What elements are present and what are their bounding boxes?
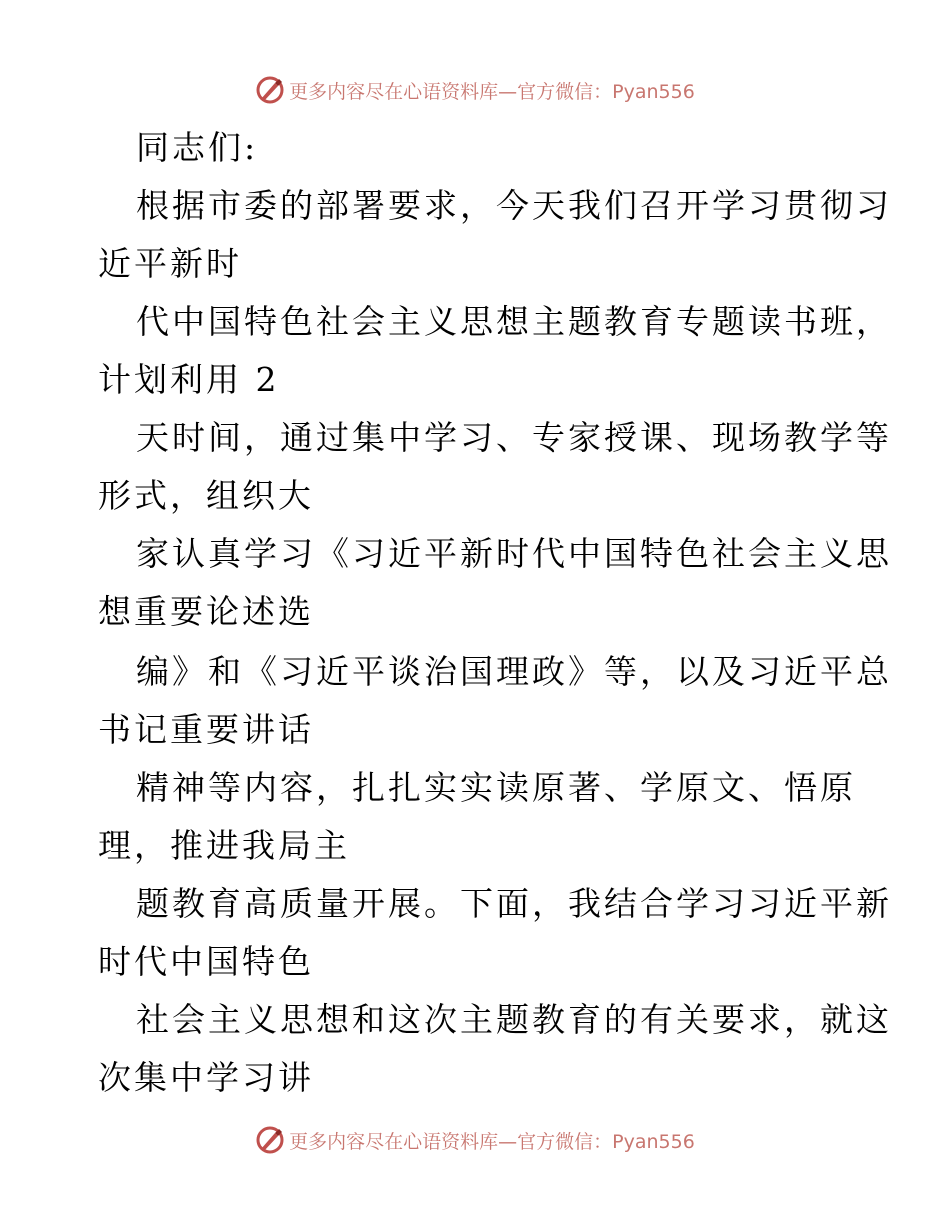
- footer-banner: [0, 1122, 950, 1158]
- text-line: 家认真学习《习近平新时代中国特色社会主义思: [136, 534, 892, 573]
- text-line: 理，推进我局主: [98, 826, 350, 865]
- text-line: 天时间，通过集中学习、专家授课、现场教学等: [136, 418, 892, 457]
- text-line: 题教育高质量开展。下面，我结合学习习近平新: [136, 884, 892, 923]
- text-line: 书记重要讲话: [98, 710, 314, 749]
- header-banner-text: 更多内容尽在心语资料库—官方微信：Pyan556: [289, 80, 695, 103]
- text-line: 编》和《习近平谈治国理政》等，以及习近平总: [136, 652, 892, 691]
- footer-banner-text: 更多内容尽在心语资料库—官方微信：Pyan556: [289, 1130, 695, 1153]
- text-line: 同志们:: [136, 128, 259, 167]
- text-line: 形式，组织大: [98, 476, 314, 515]
- text-line: 近平新时: [98, 244, 242, 283]
- text-line: 精神等内容，扎扎实实读原著、学原文、悟原: [136, 768, 856, 807]
- text-line: 次集中学习讲: [98, 1058, 314, 1097]
- pen-logo-icon: [255, 1125, 285, 1155]
- text-line: 想重要论述选: [98, 592, 314, 631]
- text-line: 时代中国特色: [98, 942, 314, 981]
- text-line: 社会主义思想和这次主题教育的有关要求，就这: [136, 1000, 892, 1039]
- text-line: 代中国特色社会主义思想主题教育专题读书班，: [136, 302, 892, 341]
- text-line: 根据市委的部署要求，今天我们召开学习贯彻习: [136, 186, 892, 225]
- text-line: 计划利用 2: [98, 360, 280, 399]
